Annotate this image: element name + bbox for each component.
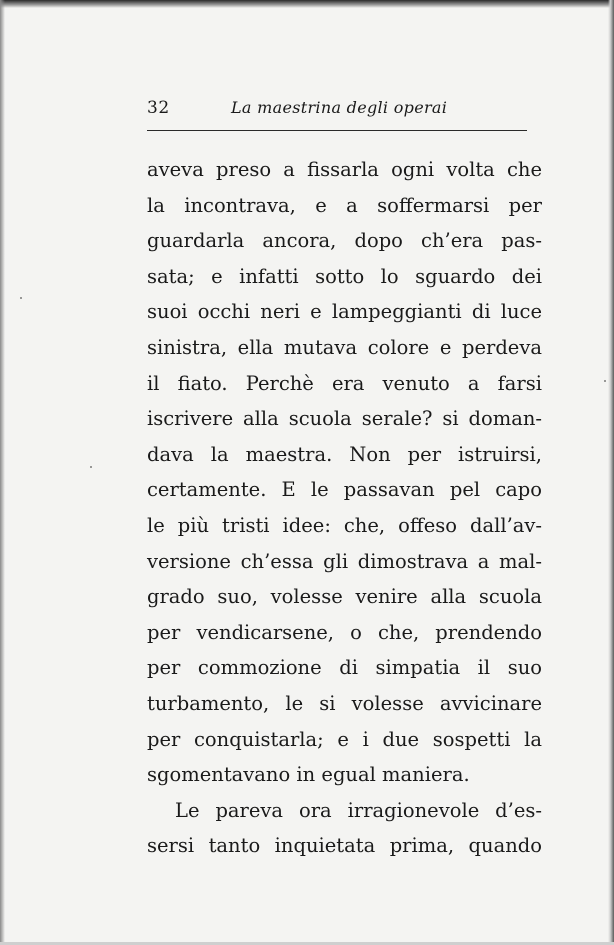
- text-line: iscrivere alla scuola serale? si doman-: [147, 407, 542, 431]
- text-line: per commozione di simpatia il suo: [147, 656, 542, 680]
- text-line: sinistra, ella mutava colore e perdeva: [147, 335, 542, 359]
- text-line: per conquistarla; e i due sospetti la: [147, 727, 542, 751]
- text-line: suoi occhi neri e lampeggianti di luce: [147, 300, 542, 324]
- text-line: per vendicarsene, o che, prendendo: [147, 620, 542, 644]
- scan-edge-right: [608, 0, 614, 945]
- text-line: la incontrava, e a soffermarsi per: [147, 193, 542, 217]
- text-line: dava la maestra. Non per istruirsi,: [147, 442, 542, 466]
- scan-edge-top: [0, 0, 614, 8]
- running-header: [147, 96, 542, 122]
- page-number: 32: [147, 98, 170, 118]
- text-line: certamente. E le passavan pel capo: [147, 478, 542, 502]
- text-line: sersi tanto inquietata prima, quando: [147, 834, 542, 858]
- body-text: [147, 152, 542, 864]
- text-line: aveva preso a fissarla ogni volta che: [147, 158, 542, 181]
- header-rule: [147, 130, 527, 131]
- text-line: guardarla ancora, dopo ch’era pas-: [147, 229, 542, 253]
- text-line: grado suo, volesse venire alla scuola: [147, 585, 542, 609]
- scan-edge-left: [0, 0, 5, 945]
- scan-speck: [90, 466, 92, 468]
- paragraph: [147, 793, 542, 864]
- running-title: La maestrina degli operai: [231, 98, 448, 117]
- scan-speck: [20, 297, 22, 299]
- paragraph: [147, 152, 542, 793]
- text-line: Le pareva ora irragionevole d’es-: [175, 798, 542, 822]
- text-line: versione ch’essa gli dimostrava a mal-: [147, 549, 542, 573]
- text-line: le più tristi idee: che, offeso dall’av-: [147, 513, 542, 537]
- text-line: sata; e infatti sotto lo sguardo dei: [147, 264, 542, 288]
- text-line: sgomentavano in egual maniera.: [147, 763, 470, 787]
- scan-speck: [604, 380, 606, 382]
- text-line: il fiato. Perchè era venuto a farsi: [147, 371, 542, 395]
- text-line: turbamento, le si volesse avvicinare: [147, 691, 542, 715]
